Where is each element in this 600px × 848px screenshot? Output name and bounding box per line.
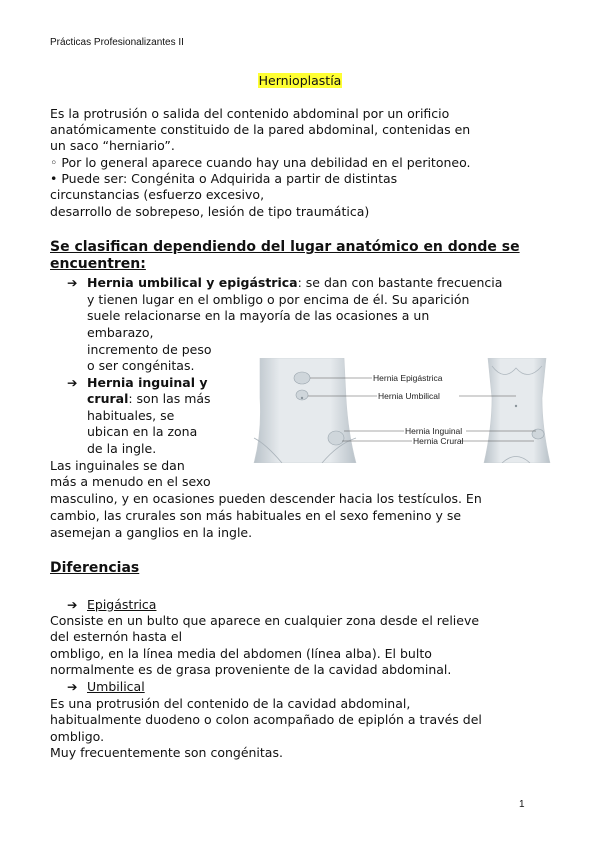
bullet-title: Hernia inguinal y [87,375,208,390]
bullet-text: : son las más [128,391,211,406]
bullet-text: o ser congénitas. [87,358,195,373]
subheading-umbilical [67,679,145,696]
intro-line: desarrollo de sobrepeso, lesión de tipo traumática) [50,204,370,219]
arrow-icon: ➔ [67,679,78,694]
paragraph-line: Es una protrusión del contenido de la cavidad abdominal, [50,696,411,711]
paragraph-line: Las inguinales se dan [50,458,185,473]
section-heading-differences: Diferencias [50,560,140,576]
label-epigastrica: Hernia Epigástrica [373,373,443,383]
section-heading: Se clasifican dependiendo del lugar anatómico en donde se [50,239,520,255]
bullet-text: habituales, se [87,408,175,423]
paragraph-line: asemejan a ganglios en la ingle. [50,525,253,540]
paragraph-line: más a menudo en el sexo [50,474,211,489]
document-header: Prácticas Profesionalizantes II [50,37,184,48]
paragraph-line: Consiste en un bulto que aparece en cualquier zona desde el relieve [50,613,480,628]
paragraph-line: ombligo, en la línea media del abdomen (línea alba). El bulto [50,646,432,661]
subheading-title: Umbilical [87,679,145,694]
bullet-text: incremento de peso [87,342,212,357]
bullet-text: y tienen lugar en el ombligo o por encima de él. Su aparición [87,292,470,307]
bullet-text: embarazo, [87,325,154,340]
intro-line: un saco “herniario”. [50,138,175,153]
label-umbilical: Hernia Umbilical [378,391,440,401]
paragraph-line: ombligo. [50,729,105,744]
label-inguinal: Hernia Inguinal [405,426,463,436]
arrow-icon: ➔ [67,597,78,612]
arrow-icon: ➔ [67,275,78,290]
bullet-text: : se dan con bastante frecuencia [297,275,503,290]
bullet-text-line [87,391,211,408]
bullet-title: crural [87,391,129,406]
bullet-text: de la ingle. [87,441,157,456]
label-crural: Hernia Crural [413,436,464,446]
intro-line: Es la protrusión o salida del contenido abdominal por un orificio [50,106,450,121]
intro-line: • Puede ser: Congénita o Adquirida a partir de distintas [50,171,398,186]
paragraph-line: del esternón hasta el [50,629,183,644]
paragraph-line: habitualmente duodeno o colon acompañado de epiplón a través del [50,712,482,727]
title-container [0,70,600,89]
subheading-title: Epigástrica [87,597,157,612]
bullet-text: suele relacionarse en la mayoría de las ocasiones a un [87,308,430,323]
bullet-umbilical [67,275,502,292]
paragraph-line: masculino, y en ocasiones pueden descender hacia los testículos. En [50,491,482,506]
section-heading: encuentren: [50,256,146,272]
intro-line: ◦ Por lo general aparece cuando hay una debilidad en el peritoneo. [50,155,471,170]
intro-line: circunstancias (esfuerzo excesivo, [50,187,265,202]
paragraph-line: normalmente es de grasa proveniente de la cavidad abdominal. [50,662,452,677]
bullet-text: ubican en la zona [87,424,198,439]
paragraph-line: cambio, las crurales son más habituales en el sexo femenino y se [50,508,462,523]
page-number: 1 [519,799,525,810]
subheading-epigastrica [67,597,156,614]
male-torso-illustration [254,358,356,463]
female-torso-illustration [484,358,550,463]
arrow-icon: ➔ [67,375,78,390]
page-title: Hernioplastía [258,73,342,88]
hernia-diagram [252,358,552,463]
bullet-title: Hernia umbilical y epigástrica [87,275,298,290]
paragraph-line: Muy frecuentemente son congénitas. [50,745,283,760]
intro-line: anatómicamente constituido de la pared abdominal, contenidas en [50,122,471,137]
bullet-inguinal [67,375,208,392]
